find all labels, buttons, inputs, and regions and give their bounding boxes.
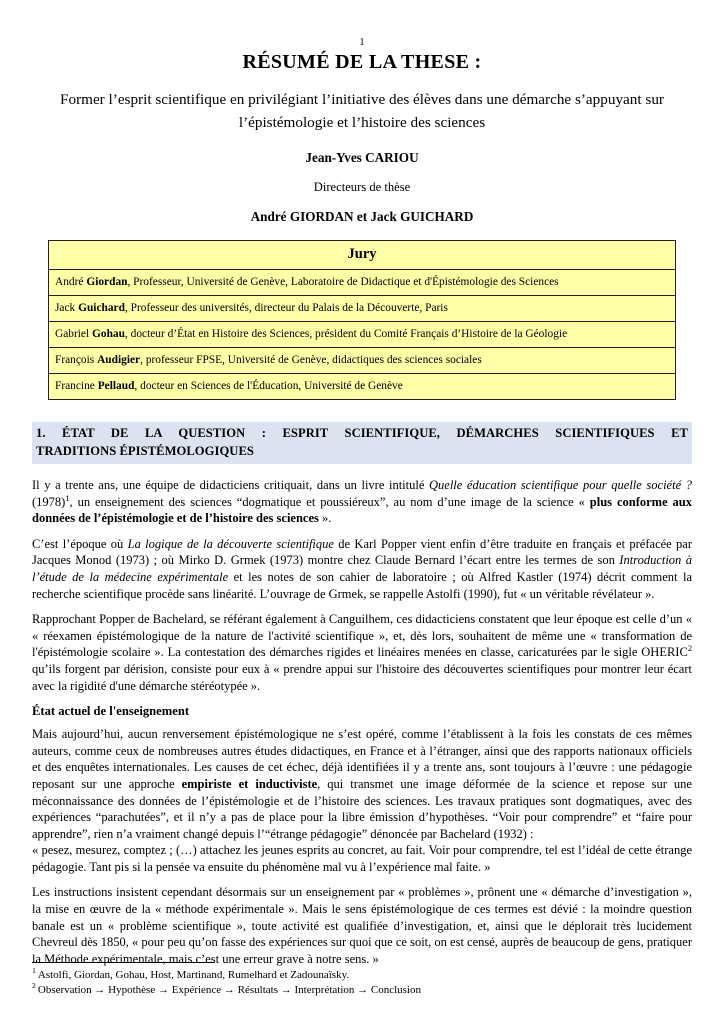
jury-member-3	[49, 322, 676, 348]
p2-italic-title-1: La logique de la découverte scientifique	[127, 536, 334, 551]
supervisors-label: Directeurs de thèse	[313, 180, 411, 194]
table-row	[49, 270, 676, 296]
p2-italic-title-2: Introduction à l’étude de la médecine expérimentale	[32, 553, 692, 584]
p1-part-4: ».	[318, 511, 332, 526]
footnote-ref-1: 1	[65, 493, 70, 503]
p3-part-1: Rapprochant Popper de Bachelard, se référant également à Canguilhem, ces didacticiens constatent que leur époque est celle d’un « « réexamen épistémologique de la nature de l'activité scientifique », et, dès lors, souhaitent de même une « transformation de l'épistémologie scolaire ». La contestation des démarches rigides et linéaires menées en classe, caricaturées par le sigle OHERIC	[32, 612, 692, 660]
footnote-2-marker: 2	[32, 981, 36, 991]
p2-part-3: et les notes de son cahier de laboratoire ; où Alfred Kastler (1974) décrit comment la recherche scientifique procède sans linéarité. L’ouvrage de Grmek, se rappelle Astolfi (1990), fut « un véritable révélateur ».	[32, 569, 692, 601]
subtitle-line-2: s’appuyant sur l’épistémologie et l’histoire des sciences	[238, 91, 664, 131]
p1-bold-phrase: plus conforme aux données de l’épistémologie et de l’histoire des sciences	[32, 494, 692, 526]
footnote-1	[32, 968, 672, 983]
jury-member-1-last: Giordan	[86, 275, 128, 288]
p2-part-1: C’est l’époque où	[32, 536, 128, 551]
p3-part-2: qu’ils forgent par dérision, consiste pour eux à « prendre appui sur l'histoire des découvertes scientifiques pour montrer leur écart avec la rigidité d'une démarche stéréotypée ».	[32, 661, 692, 693]
jury-table	[48, 240, 676, 400]
page-number: 1	[359, 37, 365, 48]
p1-part-1: Il y a trente ans, une équipe de didacticiens critiquait, dans un livre intitulé	[32, 478, 429, 492]
footnote-separator	[32, 962, 214, 963]
paragraph-3	[32, 611, 692, 694]
document-subtitle	[52, 89, 672, 134]
jury-member-3-rest: , docteur d’État en Histoire des Sciences, président du Comité Français d’Histoire de la Géologie	[124, 327, 568, 340]
jury-member-2-last: Guichard	[78, 301, 125, 314]
jury-member-5-last: Pellaud	[97, 379, 135, 392]
paragraph-1	[32, 477, 692, 527]
block-quote: « pesez, mesurez, comptez ; (…) attachez les jeunes esprits au concret, au fait. Voir pour comprendre, tel est l’idéal de cette étrange pédagogie. Tant pis si la pensée va ensuite du phénomène mal vu à l’expérience mal faite. »	[32, 843, 692, 874]
paragraph-4	[32, 726, 692, 842]
p2-part-2: de Karl Popper vient enfin d’être traduite en français et préfacée par Jacques Monod (1973) ; où Mirko D. Grmek (1973) montre chez Claude Bernard l’écart entre les termes de son	[32, 536, 693, 568]
footnote-1-text: Astolfi, Giordan, Gohau, Host, Martinand, Rumelhard et Zadounaïsky.	[37, 969, 350, 981]
jury-member-4-last: Audigier	[97, 353, 141, 366]
p1-part-3: , un enseignement des sciences “dogmatique et poussiéreux”, au nom d’une image de la science «	[69, 494, 590, 509]
p1-part-2: (1978)	[32, 494, 66, 509]
paragraph-2	[32, 536, 692, 602]
jury-member-3-first: Gabriel	[55, 327, 93, 340]
footnote-ref-2: 2	[687, 644, 692, 654]
paragraph-5: Les instructions insistent cependant désormais sur un enseignement par « problèmes », prônent une « démarche d’investigation », la mise en œuvre de la « méthode expérimentale ». Mais le sens épistémologique de ces termes est dévié : la moindre question banale est un « problème scientifique », toute activité est qualifiée d’investigation, et, ainsi que le déplorait très lucidement Chevreul dès 1850, « pour peu qu’on fasse des expériences sur quoi que ce soit, on est censé, auprès de beaucoup de gens, pratiquer la Méthode expérimentale, mais c’est une erreur grave à notre sens. »	[32, 885, 692, 966]
subsection-heading: État actuel de l'enseignement	[32, 704, 190, 719]
jury-member-2	[49, 296, 676, 322]
jury-header-label: Jury	[49, 241, 676, 270]
jury-member-2-rest: , Professeur des universités, directeur du Palais de la Découverte, Paris	[124, 301, 448, 314]
p4-bold-phrase: empiriste et inductiviste	[181, 776, 318, 791]
table-row	[49, 322, 676, 348]
p4-part-2: , qui transmet une image déformée de la science et repose sur une méconnaissance des données de l’épistémologie et de l’histoire des sciences. Les travaux pratiques sont dogmatiques, avec des expériences “parachutées”, et il n’y a pas de place pour la libre émission d’hypothèses. “Voir pour comprendre” et “faire pour apprendre”, rien n’a vraiment changé depuis l’“étrange pédagogie” dénoncée par Bachelard (1932) :	[32, 776, 692, 841]
subtitle-line-1: Former l’esprit scientifique en privilégiant l’initiative des élèves dans une démarche	[60, 91, 572, 108]
jury-member-5	[49, 374, 676, 400]
jury-member-3-last: Gohau	[92, 327, 125, 340]
footnote-1-marker: 1	[32, 966, 36, 976]
jury-member-2-first: Jack	[55, 301, 79, 314]
footnote-2-text: Observation → Hypothèse → Expérience → Résultats → Interprétation → Conclusion	[37, 984, 421, 996]
jury-member-1-first: André	[55, 275, 87, 288]
section-heading-line-1: 1. ÉTAT DE LA QUESTION : ESPRIT SCIENTIFIQUE, DÉMARCHES SCIENTIFIQUES ET	[36, 426, 688, 440]
p4-part-1: Mais aujourd’hui, aucun renversement épistémologique ne s’est opéré, comme l’établissent à la fois les constats de ces mêmes auteurs, comme ceux de nombreuses autres études didactiques, en France et à l’étranger, ainsi que des rapports nationaux officiels et des enquêtes internationales. Les causes de cet échec, déjà identifiées il y a trente ans, sont toujours à l’œuvre : une pédagogie reposant sur une approche	[32, 727, 692, 791]
jury-member-4-first: François	[55, 353, 98, 366]
jury-member-4	[49, 348, 676, 374]
supervisors-names: André GIORDAN et Jack GUICHARD	[250, 209, 474, 224]
table-row	[49, 374, 676, 400]
section-heading	[32, 422, 692, 464]
footnotes-area	[32, 962, 672, 998]
footnote-2	[32, 983, 672, 998]
jury-member-4-rest: , professeur FPSE, Université de Genève, didactiques des sciences sociales	[140, 353, 482, 366]
document-title: RÉSUMÉ DE LA THESE :	[242, 51, 482, 73]
table-row	[49, 348, 676, 374]
jury-header-row	[49, 241, 676, 270]
author-name: Jean-Yves CARIOU	[305, 150, 419, 165]
jury-member-1	[49, 270, 676, 296]
p1-italic-title: Quelle éducation scientifique pour quelle société ?	[429, 478, 692, 492]
jury-member-5-first: Francine	[55, 379, 98, 392]
table-row	[49, 296, 676, 322]
jury-member-5-rest: , docteur en Sciences de l'Éducation, Université de Genève	[134, 379, 403, 392]
jury-member-1-rest: , Professeur, Université de Genève, Laboratoire de Didactique et d'Épistémologie des Sciences	[127, 275, 559, 288]
section-heading-line-2: TRADITIONS ÉPISTÉMOLOGIQUES	[36, 443, 254, 458]
